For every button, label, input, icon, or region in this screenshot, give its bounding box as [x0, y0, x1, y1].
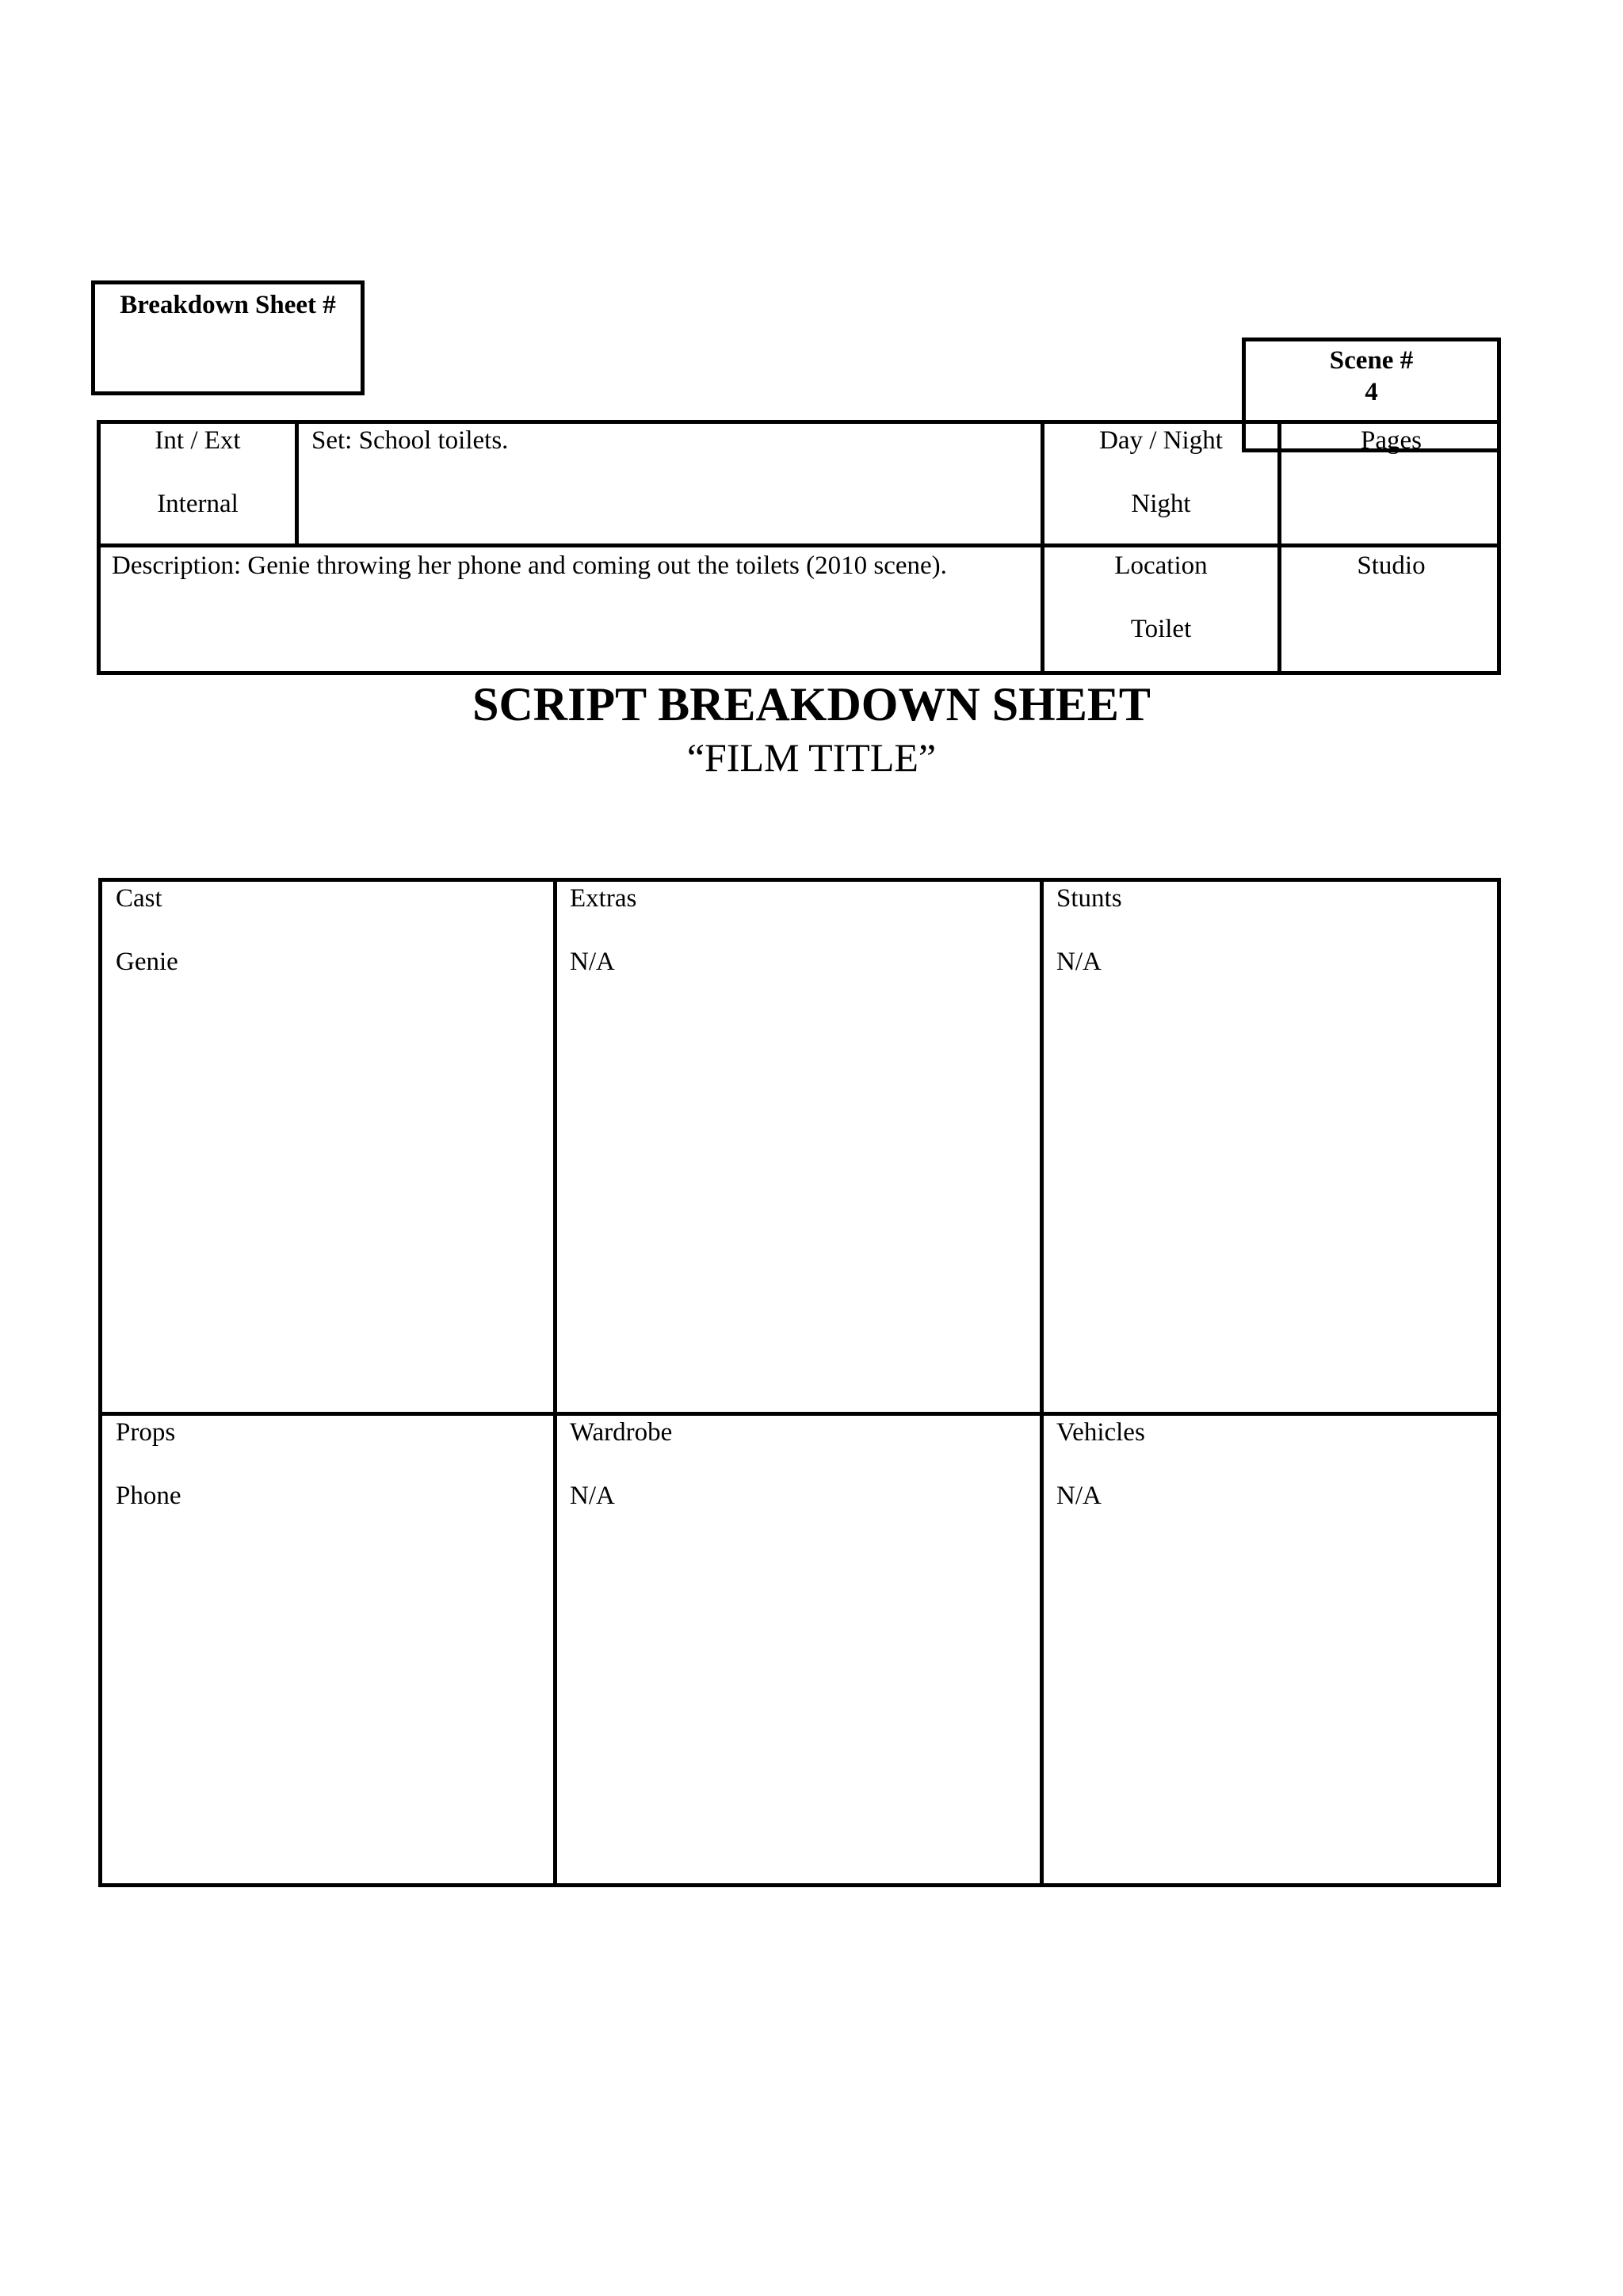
props-label: Props — [116, 1418, 176, 1447]
wardrobe-label: Wardrobe — [570, 1418, 673, 1447]
grid-col-divider-1 — [553, 878, 557, 1887]
header-row-divider — [97, 543, 1501, 547]
scene-number-value[interactable]: 4 — [1365, 378, 1378, 406]
stunts-value[interactable]: N/A — [1056, 948, 1102, 976]
location-value[interactable]: Toilet — [1130, 615, 1192, 643]
vehicles-label: Vehicles — [1056, 1418, 1145, 1447]
extras-value[interactable]: N/A — [570, 948, 615, 976]
page-title: SCRIPT BREAKDOWN SHEET — [472, 678, 1151, 730]
breakdown-sheet-label: Breakdown Sheet # — [120, 291, 336, 319]
description-field[interactable]: Description: Genie throwing her phone and coming out the toilets (2010 scene). — [112, 551, 947, 580]
vehicles-value[interactable]: N/A — [1056, 1482, 1102, 1510]
extras-label: Extras — [570, 884, 637, 913]
wardrobe-value[interactable]: N/A — [570, 1482, 615, 1510]
cast-value[interactable]: Genie — [116, 948, 178, 976]
breakdown-sheet-box — [91, 280, 365, 395]
film-title: “FILM TITLE” — [686, 735, 937, 780]
stunts-label: Stunts — [1056, 884, 1122, 913]
props-value[interactable]: Phone — [116, 1482, 181, 1510]
pages-label: Pages — [1361, 426, 1422, 455]
location-label: Location — [1114, 551, 1208, 580]
divider-int-set — [295, 420, 299, 545]
set-field[interactable]: Set: School toilets. — [311, 426, 509, 455]
studio-label: Studio — [1357, 551, 1426, 580]
header-table — [97, 420, 1501, 675]
grid-row-divider — [98, 1412, 1501, 1416]
day-night-label: Day / Night — [1099, 426, 1223, 455]
cast-label: Cast — [116, 884, 162, 913]
divider-daynight-pages — [1277, 420, 1281, 675]
int-ext-label: Int / Ext — [155, 426, 241, 455]
grid-col-divider-2 — [1040, 878, 1044, 1887]
scene-number-label: Scene # — [1329, 346, 1414, 375]
breakdown-grid — [98, 878, 1501, 1887]
int-ext-value[interactable]: Internal — [157, 490, 239, 518]
day-night-value[interactable]: Night — [1131, 490, 1191, 518]
